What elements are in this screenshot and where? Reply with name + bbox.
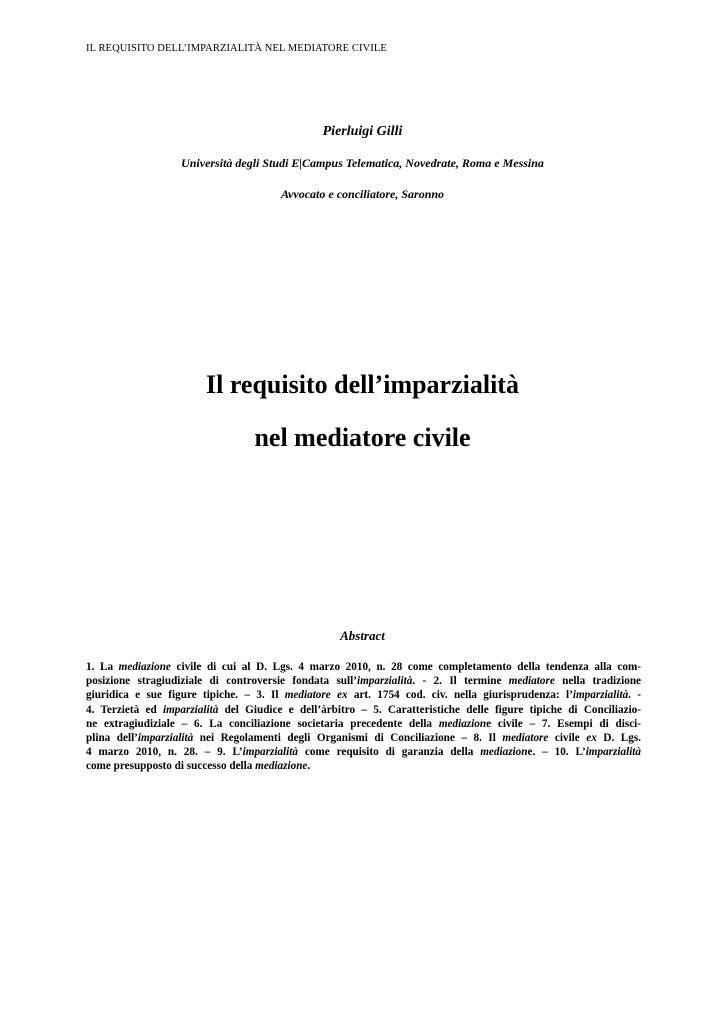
abstract-text: e civile – 7. Esempi di disci- <box>486 717 641 730</box>
abstract-text: . - <box>628 689 641 702</box>
abstract-text: del Giudice e dell’àrbitro – 5. Caratteristiche delle figure tipiche di Conciliazio- <box>218 703 641 716</box>
paper-title-line-1: Il requisito dell’imparzialità <box>206 370 519 399</box>
abstract-italic-term: imparzialità <box>356 675 413 688</box>
abstract-line <box>86 759 641 773</box>
abstract-text: . <box>307 760 311 773</box>
abstract-text: civile <box>548 732 587 745</box>
abstract-text: plina dell’ <box>86 732 138 745</box>
abstract-text: 4. Terzietà ed <box>86 703 163 716</box>
abstract-italic-term: mediazione <box>118 661 171 673</box>
abstract-text: nella tradizione <box>554 675 642 688</box>
abstract-line <box>86 745 641 759</box>
abstract-italic-term: ex <box>586 732 597 745</box>
abstract-text: art. 1754 cod. civ. nella giurisprudenza: l’ <box>347 689 573 702</box>
abstract-line <box>86 688 641 702</box>
abstract-italic-term: imparzialità <box>572 689 629 702</box>
abstract-italic-term: mediatore <box>508 675 555 688</box>
abstract-text: giuridica e sue figure tipiche. – 3. Il <box>86 689 285 702</box>
abstract-line <box>86 703 641 717</box>
abstract-text: come presupposto di successo della <box>86 760 256 773</box>
abstract-text: posizione stragiudiziale di controversie fondata sull’ <box>86 675 357 688</box>
paper-title-line-2: nel mediatore civile <box>254 423 471 452</box>
abstract-text: come requisito di garanzia della <box>297 746 481 759</box>
abstract-italic-term: mediazion <box>438 717 487 730</box>
abstract-text: civile di cui al D. Lgs. 4 marzo 2010, n. 28 come completamento della tendenza alla com- <box>170 661 641 673</box>
abstract-line <box>86 674 641 688</box>
abstract-line <box>86 731 641 745</box>
author-name: Pierluigi Gilli <box>322 124 403 139</box>
author-affiliation-university: Università degli Studi E|Campus Telematica, Novedrate, Roma e Messina <box>181 156 544 170</box>
abstract-text: nei Regolamenti degli Organismi di Conciliazione – 8. Il <box>193 732 503 745</box>
abstract-text: ne extragiudiziale – 6. La conciliazione societaria precedente della <box>86 717 439 730</box>
abstract-italic-term: imparzialità <box>585 746 642 759</box>
abstract-body <box>86 660 641 774</box>
abstract-italic-term: imparzialità <box>137 732 194 745</box>
running-header: IL REQUISITO DELL’IMPARZIALITÀ NEL MEDIATORE CIVILE <box>86 43 387 54</box>
abstract-line <box>86 660 641 674</box>
abstract-text: e. – 10. L’ <box>527 746 586 759</box>
abstract-italic-term: mediazion <box>480 746 528 759</box>
abstract-line <box>86 717 641 731</box>
abstract-italic-term: mediatore <box>502 732 549 745</box>
abstract-text: 1. La <box>86 661 119 673</box>
abstract-italic-term: mediatore ex <box>284 689 348 702</box>
abstract-italic-term: imparzialità <box>242 746 298 759</box>
abstract-italic-term: mediazione <box>255 760 308 773</box>
abstract-text: . - 2. Il termine <box>412 675 509 688</box>
abstract-text: 4 marzo 2010, n. 28. – 9. L’ <box>86 746 243 759</box>
abstract-text: D. Lgs. <box>596 732 641 745</box>
abstract-italic-term: imparzialità <box>162 703 219 716</box>
author-affiliation-profession: Avvocato e conciliatore, Saronno <box>280 187 445 201</box>
abstract-heading: Abstract <box>340 628 385 643</box>
